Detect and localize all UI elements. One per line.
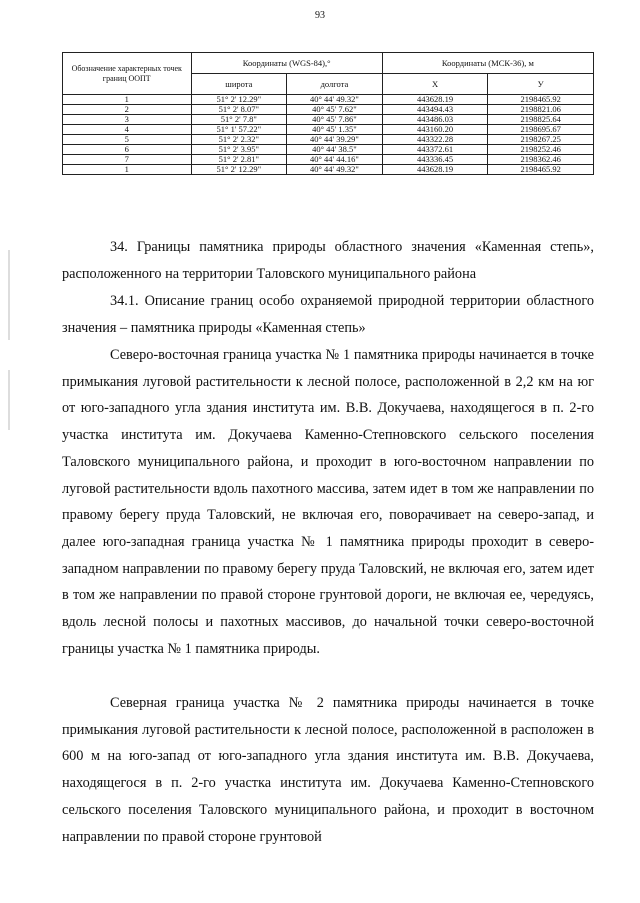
cell-x-coord: 443322.28: [382, 135, 488, 145]
cell-longitude: 40° 44' 49.32": [287, 95, 383, 105]
table-row: [63, 95, 594, 105]
header-latitude: широта: [191, 74, 287, 95]
header-point-label: Обозначение характерных точек границ ООПТ: [63, 53, 192, 95]
table-row: [63, 145, 594, 155]
cell-longitude: 40° 45' 7.86": [287, 115, 383, 125]
table-body: [63, 95, 594, 175]
cell-longitude: 40° 44' 44.16": [287, 155, 383, 165]
cell-latitude: 51° 1' 57.22": [191, 125, 287, 135]
cell-point-id: 7: [63, 155, 192, 165]
cell-latitude: 51° 2' 2.32": [191, 135, 287, 145]
cell-latitude: 51° 2' 7.8": [191, 115, 287, 125]
table-row: [63, 125, 594, 135]
cell-point-id: 3: [63, 115, 192, 125]
cell-point-id: 1: [63, 95, 192, 105]
cell-point-id: 5: [63, 135, 192, 145]
cell-x-coord: 443336.45: [382, 155, 488, 165]
cell-latitude: 51° 2' 12.29": [191, 165, 287, 175]
header-y: У: [488, 74, 594, 95]
table-row: [63, 135, 594, 145]
cell-x-coord: 443628.19: [382, 165, 488, 175]
cell-x-coord: 443628.19: [382, 95, 488, 105]
table-row: [63, 155, 594, 165]
paragraph-2: Северная граница участка № 2 памятника природы начинается в точке примыкания луговой растительности к лесной полосе, расположенной в расположен в 600 м на юго-запад от юго-западного угла здания института им. В.В. Докучаева, находящегося в п. 2-го участка института им. Докучаева Каменно-Степновского сельского поселения Таловского муниципального района, и проходит в восточном направлении по правой стороне грунтовой: [62, 695, 594, 845]
cell-y-coord: 2198821.06: [488, 105, 594, 115]
cell-y-coord: 2198825.64: [488, 115, 594, 125]
cell-longitude: 40° 45' 1.35": [287, 125, 383, 135]
header-wgs84: Координаты (WGS-84),°: [191, 53, 382, 74]
paragraph-1: Северо-восточная граница участка № 1 памятника природы начинается в точке примыкания луговой растительности к лесной полосе, расположенной в 2,2 км на юг от юго-западного угла здания института им. В.В. Докучаева, находящегося в п. 2-го участка института им. Докучаева Каменно-Степновского сельского поселения Таловского муниципального района, и проходит в юго-восточном направлении по луговой растительности вдоль пахотного массива, затем идет в том же направлении по правому берегу пруда Таловский, не включая его, поворачивает на северо-запад, и далее юго-западная граница участка № 1 памятника природы проходит в северо-западном направлении по правому берегу пруда Таловский, не включая его, затем идет в том же направлении по правой стороне грунтовой дороги, не включая ее, чередуясь, вдоль лесной полосы и пахотных массивов, до начальной точки северо-восточной границы участка № 1 памятника природы.: [62, 347, 594, 657]
header-msk36: Координаты (МСК-36), м: [382, 53, 593, 74]
cell-latitude: 51° 2' 2.81": [191, 155, 287, 165]
coordinates-table: [62, 52, 594, 175]
cell-longitude: 40° 44' 39.29": [287, 135, 383, 145]
cell-y-coord: 2198267.25: [488, 135, 594, 145]
header-x: Х: [382, 74, 488, 95]
cell-x-coord: 443494.43: [382, 105, 488, 115]
cell-x-coord: 443372.61: [382, 145, 488, 155]
cell-y-coord: 2198362.46: [488, 155, 594, 165]
cell-point-id: 4: [63, 125, 192, 135]
table-row: [63, 165, 594, 175]
cell-x-coord: 443160.20: [382, 125, 488, 135]
section-title: 34. Границы памятника природы областного значения «Каменная степь», расположенного на территории Таловского муниципального района: [62, 239, 594, 282]
cell-y-coord: 2198252.46: [488, 145, 594, 155]
cell-point-id: 2: [63, 105, 192, 115]
cell-longitude: 40° 45' 7.62": [287, 105, 383, 115]
cell-x-coord: 443486.03: [382, 115, 488, 125]
cell-y-coord: 2198695.67: [488, 125, 594, 135]
page-number: 93: [315, 10, 325, 21]
cell-longitude: 40° 44' 49.32": [287, 165, 383, 175]
cell-latitude: 51° 2' 3.95": [191, 145, 287, 155]
subsection-title: 34.1. Описание границ особо охраняемой природной территории областного значения – памятника природы «Каменная степь»: [62, 293, 594, 336]
cell-latitude: 51° 2' 8.07": [191, 105, 287, 115]
cell-point-id: 1: [63, 165, 192, 175]
table-row: [63, 115, 594, 125]
table-row: [63, 105, 594, 115]
cell-longitude: 40° 44' 38.5": [287, 145, 383, 155]
cell-y-coord: 2198465.92: [488, 95, 594, 105]
cell-y-coord: 2198465.92: [488, 165, 594, 175]
cell-latitude: 51° 2' 12.29": [191, 95, 287, 105]
header-longitude: долгота: [287, 74, 383, 95]
cell-point-id: 6: [63, 145, 192, 155]
